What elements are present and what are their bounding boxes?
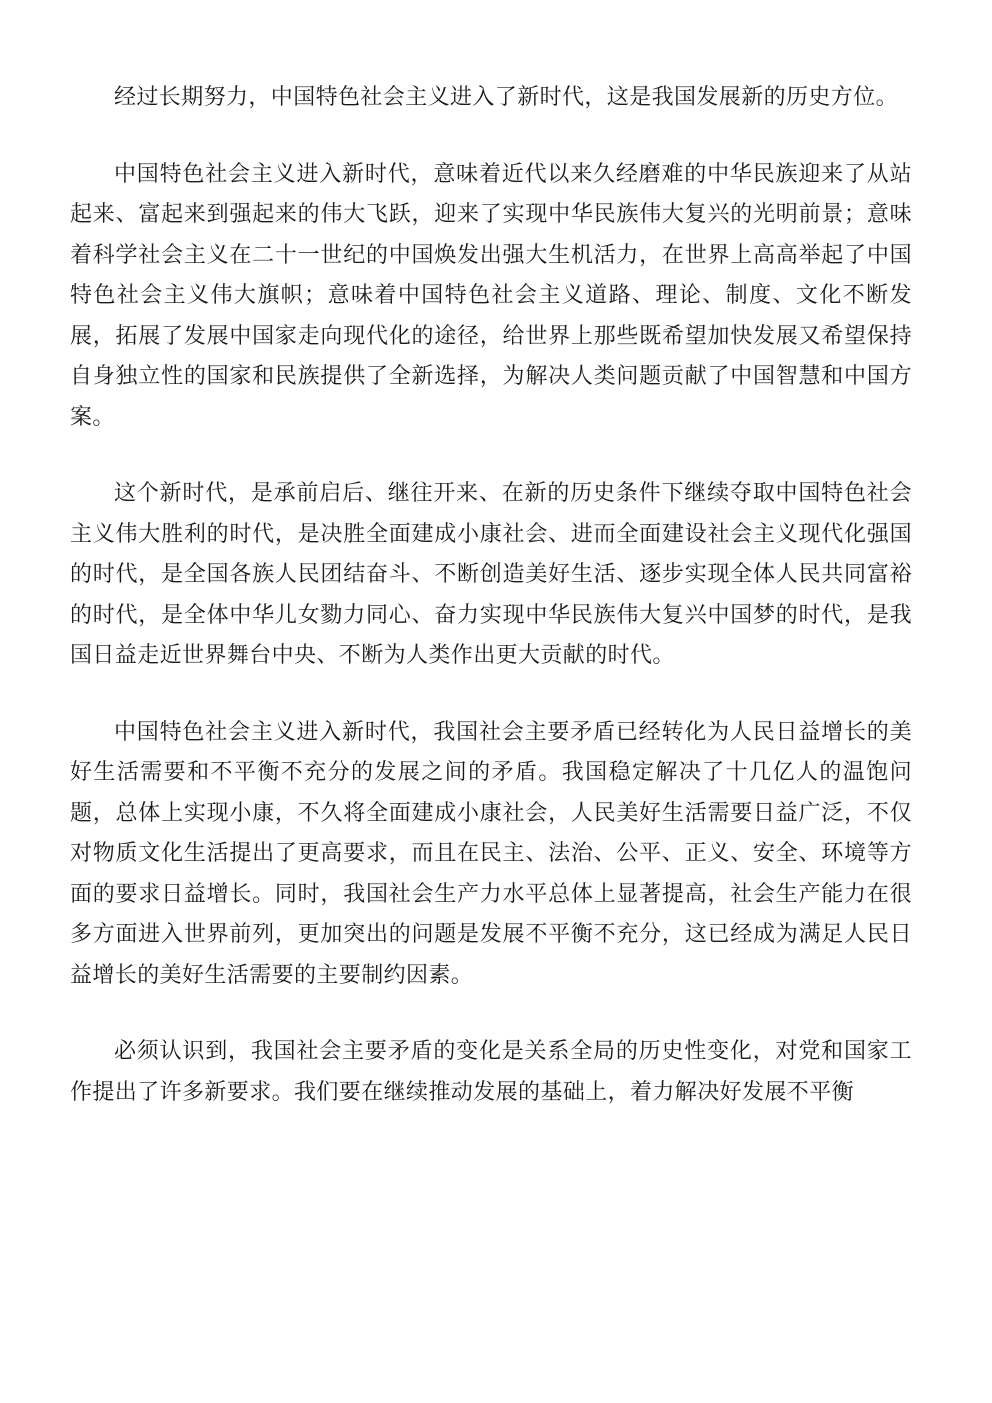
paragraph-2: 中国特色社会主义进入新时代，意味着近代以来久经磨难的中华民族迎来了从站起来、富起来到强起来的伟大飞跃，迎来了实现中华民族伟大复兴的光明前景；意味着科学社会主义在二十一世纪的中国焕发出强大生机活力，在世界上高高举起了中国特色社会主义伟大旗帜；意味着中国特色社会主义道路、理论、制度、文化不断发展，拓展了发展中国家走向现代化的途径，给世界上那些既希望加快发展又希望保持自身独立性的国家和民族提供了全新选择，为解决人类问题贡献了中国智慧和中国方案。 (70, 161, 912, 430)
paragraph-4: 中国特色社会主义进入新时代，我国社会主要矛盾已经转化为人民日益增长的美好生活需要和不平衡不充分的发展之间的矛盾。我国稳定解决了十几亿人的温饱问题，总体上实现小康，不久将全面建成小康社会，人民美好生活需要日益广泛，不仅对物质文化生活提出了更高要求，而且在民主、法治、公平、正义、安全、环境等方面的要求日益增长。同时，我国社会生产力水平总体上显著提高，社会生产能力在很多方面进入世界前列，更加突出的问题是发展不平衡不充分，这已经成为满足人民日益增长的美好生活需要的主要制约因素。 (70, 719, 912, 988)
paragraph-1: 经过长期努力，中国特色社会主义进入了新时代，这是我国发展新的历史方位。 (114, 85, 899, 110)
document-body (70, 78, 912, 1149)
paragraph-5: 必须认识到，我国社会主要矛盾的变化是关系全局的历史性变化，对党和国家工作提出了许多新要求。我们要在继续推动发展的基础上，着力解决好发展不平衡 (70, 1039, 912, 1105)
paragraph-3: 这个新时代，是承前启后、继往开来、在新的历史条件下继续夺取中国特色社会主义伟大胜利的时代，是决胜全面建成小康社会、进而全面建设社会主义现代化强国的时代，是全国各族人民团结奋斗、不断创造美好生活、逐步实现全体人民共同富裕的时代，是全体中华儿女勠力同心、奋力实现中华民族伟大复兴中国梦的时代，是我国日益走近世界舞台中央、不断为人类作出更大贡献的时代。 (70, 481, 912, 668)
